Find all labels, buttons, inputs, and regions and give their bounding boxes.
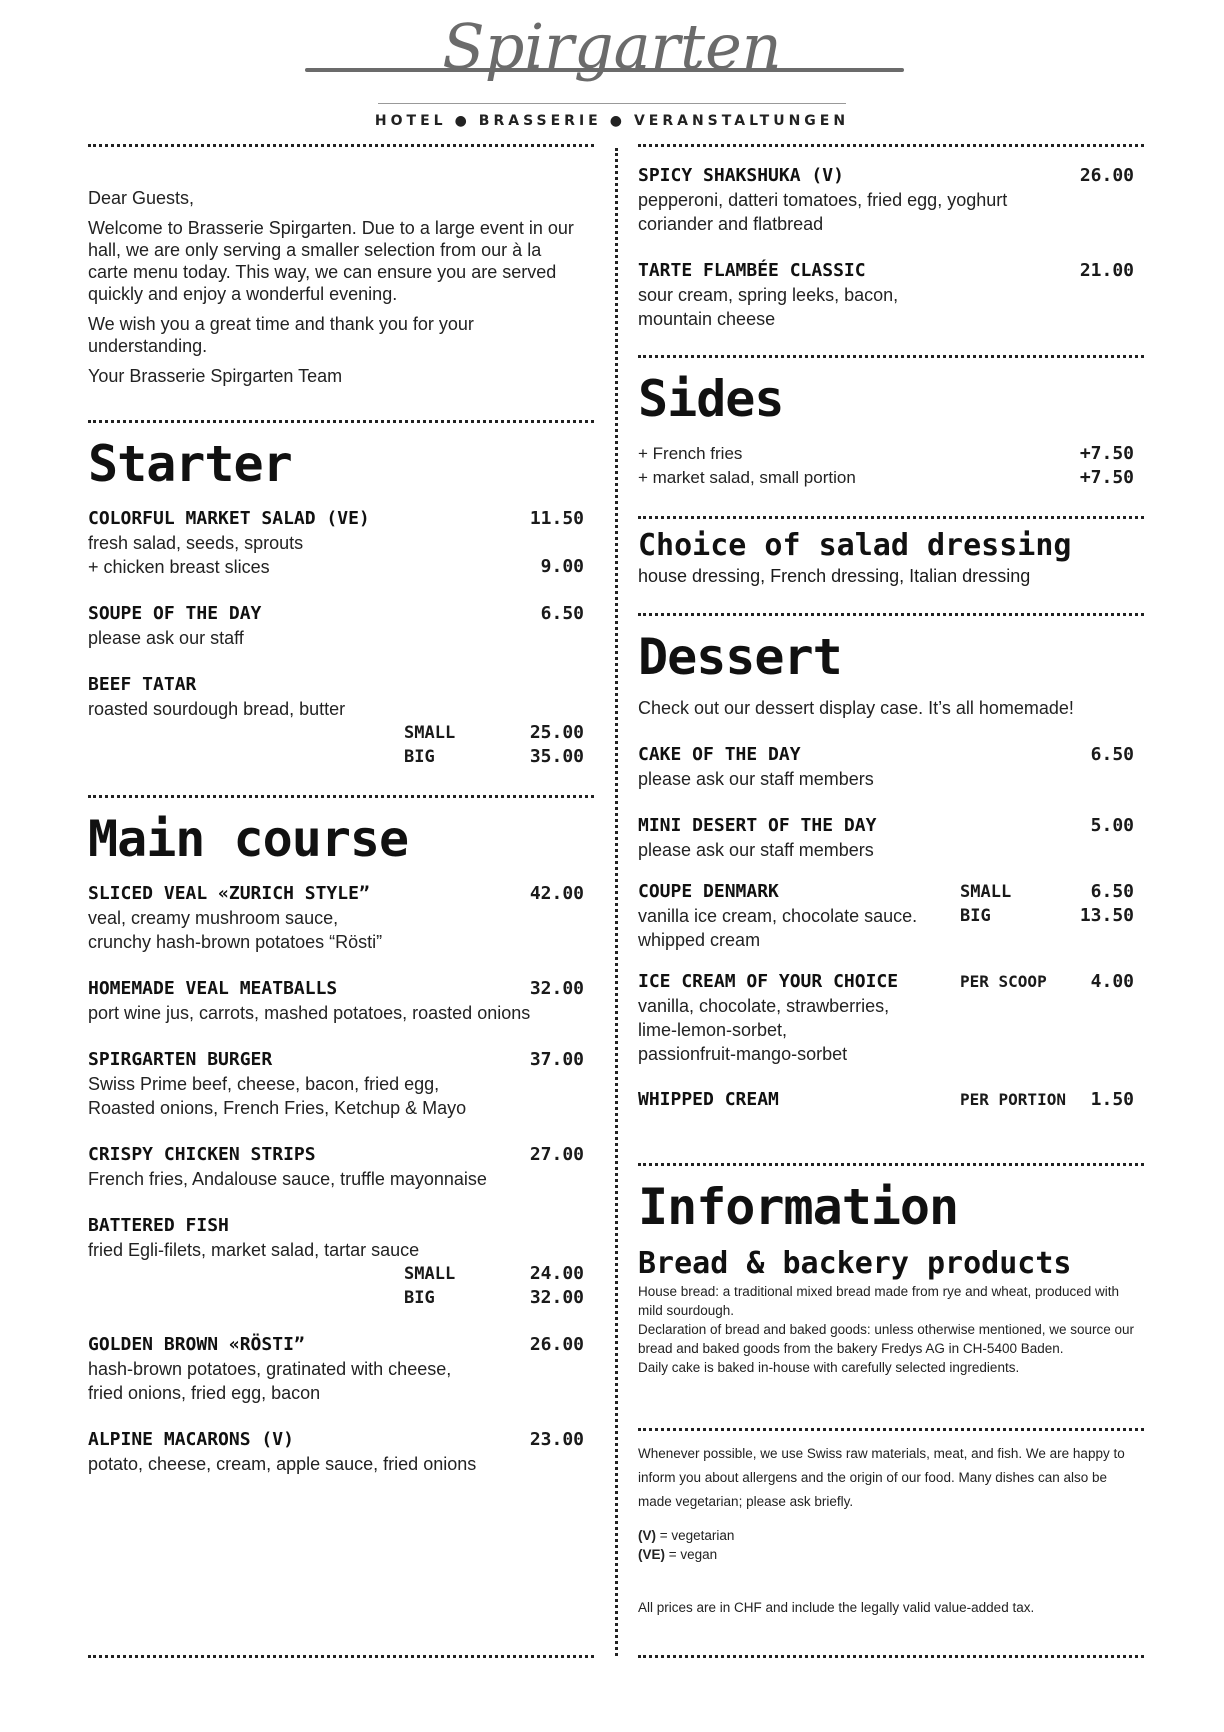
divider bbox=[638, 613, 1144, 616]
item-description: pepperoni, datteri tomatoes, fried egg, yoghurt bbox=[638, 190, 1008, 210]
item-name: CRISPY CHICKEN STRIPS bbox=[88, 1144, 316, 1165]
legend-vegan bbox=[638, 1545, 1144, 1564]
item-description: please ask our staff members bbox=[638, 769, 874, 789]
divider bbox=[638, 144, 1144, 147]
logo-underline bbox=[378, 103, 846, 104]
item-description: lime-lemon-sorbet, bbox=[638, 1020, 788, 1040]
brand-logo bbox=[0, 20, 1224, 100]
item-name: BATTERED FISH bbox=[88, 1215, 229, 1236]
menu-item bbox=[88, 1143, 594, 1191]
menu-item bbox=[88, 673, 594, 769]
item-description: please ask our staff members bbox=[638, 840, 874, 860]
item-name: TARTE FLAMBÉE CLASSIC bbox=[638, 260, 866, 281]
item-name: WHIPPED CREAM bbox=[638, 1089, 779, 1110]
size-label: SMALL bbox=[960, 882, 1012, 902]
bread-info bbox=[638, 1282, 1144, 1377]
item-price: 37.00 bbox=[529, 1049, 584, 1070]
divider bbox=[638, 1163, 1144, 1166]
side-name: + market salad, small portion bbox=[638, 468, 856, 487]
item-price: 5.00 bbox=[1090, 815, 1134, 836]
extra-price: 9.00 bbox=[540, 556, 584, 577]
item-price: 6.50 bbox=[540, 603, 584, 624]
section-title-information: Information bbox=[638, 1178, 959, 1236]
item-price: 23.00 bbox=[529, 1429, 584, 1450]
item-description: vanilla ice cream, chocolate sauce. bbox=[638, 906, 918, 926]
item-name: SLICED VEAL «ZURICH STYLE” bbox=[88, 883, 370, 904]
item-description: roasted sourdough bread, butter bbox=[88, 699, 346, 719]
item-unit: PER SCOOP bbox=[960, 972, 1047, 991]
item-description: coriander and flatbread bbox=[638, 214, 824, 234]
item-name: COUPE DENMARK bbox=[638, 881, 779, 902]
size-price: 6.50 bbox=[1090, 881, 1134, 902]
tagline-events: VERANSTALTUNGEN bbox=[633, 113, 850, 129]
menu-item bbox=[638, 743, 1144, 791]
bread-title: Bread & backery products bbox=[638, 1246, 1072, 1281]
item-price: 4.00 bbox=[1090, 971, 1134, 992]
item-name: MINI DESERT OF THE DAY bbox=[638, 815, 877, 836]
item-description: potato, cheese, cream, apple sauce, fried onions bbox=[88, 1454, 477, 1474]
item-name: SPIRGARTEN BURGER bbox=[88, 1049, 273, 1070]
item-description: fresh salad, seeds, sprouts bbox=[88, 533, 304, 553]
item-description: passionfruit-mango-sorbet bbox=[638, 1044, 848, 1064]
legend-key: (V) bbox=[638, 1528, 656, 1543]
section-title-starter: Starter bbox=[88, 435, 292, 493]
left-column bbox=[88, 143, 594, 395]
item-description: mountain cheese bbox=[638, 309, 776, 329]
side-price: +7.50 bbox=[1079, 467, 1134, 488]
divider bbox=[638, 355, 1144, 358]
divider bbox=[638, 516, 1144, 519]
size-price: 32.00 bbox=[529, 1287, 584, 1308]
welcome-text: Welcome to Brasserie Spirgarten. Due to a large event in our hall, we are only serving a smaller selection from our à la carte menu today. This way, we can ensure you are served quickly and enjoy a wonderful evening. bbox=[88, 218, 574, 304]
item-description: sour cream, spring leeks, bacon, bbox=[638, 285, 899, 305]
section-title-main-course: Main course bbox=[88, 810, 409, 868]
dressing-options: house dressing, French dressing, Italian dressing bbox=[638, 566, 1031, 586]
signature: Your Brasserie Spirgarten Team bbox=[88, 366, 343, 386]
bread-text: House bread: a traditional mixed bread made from rye and wheat, produced with mild sourdough. bbox=[638, 1284, 1120, 1318]
bread-text: Declaration of bread and baked goods: unless otherwise mentioned, we source our bread and baked goods from the bakery Fredys AG in CH-5400 Baden. bbox=[638, 1322, 1135, 1356]
size-price: 25.00 bbox=[529, 722, 584, 743]
side-item bbox=[638, 442, 1144, 466]
menu-item bbox=[88, 1428, 594, 1476]
welcome-letter bbox=[88, 143, 594, 387]
item-extra bbox=[88, 555, 594, 579]
item-description: veal, creamy mushroom sauce, bbox=[88, 908, 339, 928]
tagline bbox=[0, 113, 1224, 129]
menu-item bbox=[638, 259, 1144, 331]
size-price: 35.00 bbox=[529, 746, 584, 767]
item-description: port wine jus, carrots, mashed potatoes, roasted onions bbox=[88, 1003, 531, 1023]
logo-text: Spirgarten bbox=[442, 20, 782, 83]
main-course-section bbox=[88, 810, 594, 1476]
item-name: ICE CREAM OF YOUR CHOICE bbox=[638, 971, 899, 992]
item-description: French fries, Andalouse sauce, truffle mayonnaise bbox=[88, 1169, 487, 1189]
item-name: ALPINE MACARONS (V) bbox=[88, 1429, 294, 1450]
item-description: fried onions, fried egg, bacon bbox=[88, 1383, 321, 1403]
item-price: 27.00 bbox=[529, 1144, 584, 1165]
prices-note: All prices are in CHF and include the legally valid value-added tax. bbox=[638, 1600, 1035, 1615]
item-description: Swiss Prime beef, cheese, bacon, fried egg, bbox=[88, 1074, 440, 1094]
size-label: BIG bbox=[404, 747, 435, 767]
item-name: BEEF TATAR bbox=[88, 674, 197, 695]
tagline-dot-icon: ● bbox=[454, 113, 471, 129]
size-label: BIG bbox=[404, 1288, 435, 1308]
bread-text: Daily cake is baked in-house with carefully selected ingredients. bbox=[638, 1360, 1020, 1375]
dessert-intro: Check out our dessert display case. It’s all homemade! bbox=[638, 698, 1074, 718]
menu-item bbox=[88, 602, 594, 650]
origin-text: Whenever possible, we use Swiss raw materials, meat, and fish. We are happy to inform you about allergens and the origin of our food. Many dishes can also be made vegetarian; please ask briefly. bbox=[638, 1446, 1125, 1509]
item-name: SPICY SHAKSHUKA (V) bbox=[638, 165, 844, 186]
menu-item bbox=[638, 1088, 1144, 1112]
information-section bbox=[638, 1178, 1144, 1377]
greeting: Dear Guests, bbox=[88, 188, 195, 208]
size-label: SMALL bbox=[404, 1264, 456, 1284]
size-price: 24.00 bbox=[529, 1263, 584, 1284]
logo-wordmark bbox=[302, 20, 922, 100]
size-label: BIG bbox=[960, 906, 991, 926]
dessert-section bbox=[638, 628, 1144, 1112]
item-price: 32.00 bbox=[529, 978, 584, 999]
menu-item bbox=[638, 970, 1144, 1066]
divider bbox=[638, 1655, 1144, 1658]
item-price: 11.50 bbox=[529, 508, 584, 529]
menu-item bbox=[88, 1333, 594, 1405]
tagline-hotel: HOTEL bbox=[374, 113, 447, 129]
column-separator bbox=[615, 148, 618, 1656]
legend-key: (VE) bbox=[638, 1547, 665, 1562]
item-price: 42.00 bbox=[529, 883, 584, 904]
right-column-top bbox=[638, 164, 1144, 331]
menu-item bbox=[88, 1048, 594, 1120]
item-description: please ask our staff bbox=[88, 628, 244, 648]
section-title-dressing: Choice of salad dressing bbox=[638, 528, 1072, 563]
item-description: whipped cream bbox=[638, 930, 761, 950]
tagline-dot-icon: ● bbox=[609, 113, 626, 129]
size-row bbox=[88, 745, 594, 769]
item-description: crunchy hash-brown potatoes “Rösti” bbox=[88, 932, 383, 952]
item-price: 6.50 bbox=[1090, 744, 1134, 765]
item-name: COLORFUL MARKET SALAD (VE) bbox=[88, 508, 370, 529]
tagline-brasserie: BRASSERIE bbox=[478, 113, 602, 129]
legend-value: = vegetarian bbox=[659, 1528, 735, 1543]
side-price: +7.50 bbox=[1079, 443, 1134, 464]
item-name: SOUPE OF THE DAY bbox=[88, 603, 262, 624]
menu-item bbox=[638, 814, 1144, 862]
menu-item bbox=[88, 977, 594, 1025]
item-description: hash-brown potatoes, gratinated with cheese, bbox=[88, 1359, 452, 1379]
item-description: Roasted onions, French Fries, Ketchup & Mayo bbox=[88, 1098, 467, 1118]
item-price: 26.00 bbox=[1079, 165, 1134, 186]
item-name: CAKE OF THE DAY bbox=[638, 744, 801, 765]
section-title-dessert: Dessert bbox=[638, 628, 842, 686]
menu-item bbox=[88, 882, 594, 954]
menu-item bbox=[88, 1214, 594, 1310]
menu-item bbox=[88, 507, 594, 579]
size-row bbox=[88, 721, 594, 745]
extra-label: + chicken breast slices bbox=[88, 557, 270, 577]
size-row bbox=[88, 1286, 594, 1310]
size-label: SMALL bbox=[404, 723, 456, 743]
legend-value: = vegan bbox=[668, 1547, 718, 1562]
menu-item bbox=[638, 164, 1144, 236]
allergen-info bbox=[638, 1442, 1144, 1617]
legend-vegetarian bbox=[638, 1526, 1144, 1545]
item-name: HOMEMADE VEAL MEATBALLS bbox=[88, 978, 338, 999]
item-description: vanilla, chocolate, strawberries, bbox=[638, 996, 890, 1016]
starter-section bbox=[88, 435, 594, 769]
item-price: 26.00 bbox=[529, 1334, 584, 1355]
divider bbox=[88, 420, 594, 423]
menu-item bbox=[638, 880, 1144, 952]
side-item bbox=[638, 466, 1144, 490]
item-price: 1.50 bbox=[1090, 1089, 1134, 1110]
section-title-sides: Sides bbox=[638, 370, 784, 428]
sides-section bbox=[638, 370, 1144, 490]
side-name: + French fries bbox=[638, 444, 743, 463]
divider bbox=[638, 1428, 1144, 1431]
divider bbox=[88, 1655, 594, 1658]
divider bbox=[88, 795, 594, 798]
size-price: 13.50 bbox=[1079, 905, 1134, 926]
item-price: 21.00 bbox=[1079, 260, 1134, 281]
item-name: GOLDEN BROWN «RÖSTI” bbox=[88, 1334, 305, 1355]
item-unit: PER PORTION bbox=[960, 1090, 1066, 1109]
size-row bbox=[88, 1262, 594, 1286]
item-description: fried Egli-filets, market salad, tartar sauce bbox=[88, 1240, 420, 1260]
thanks-text: We wish you a great time and thank you for your understanding. bbox=[88, 314, 474, 356]
dressing-section bbox=[638, 528, 1144, 588]
